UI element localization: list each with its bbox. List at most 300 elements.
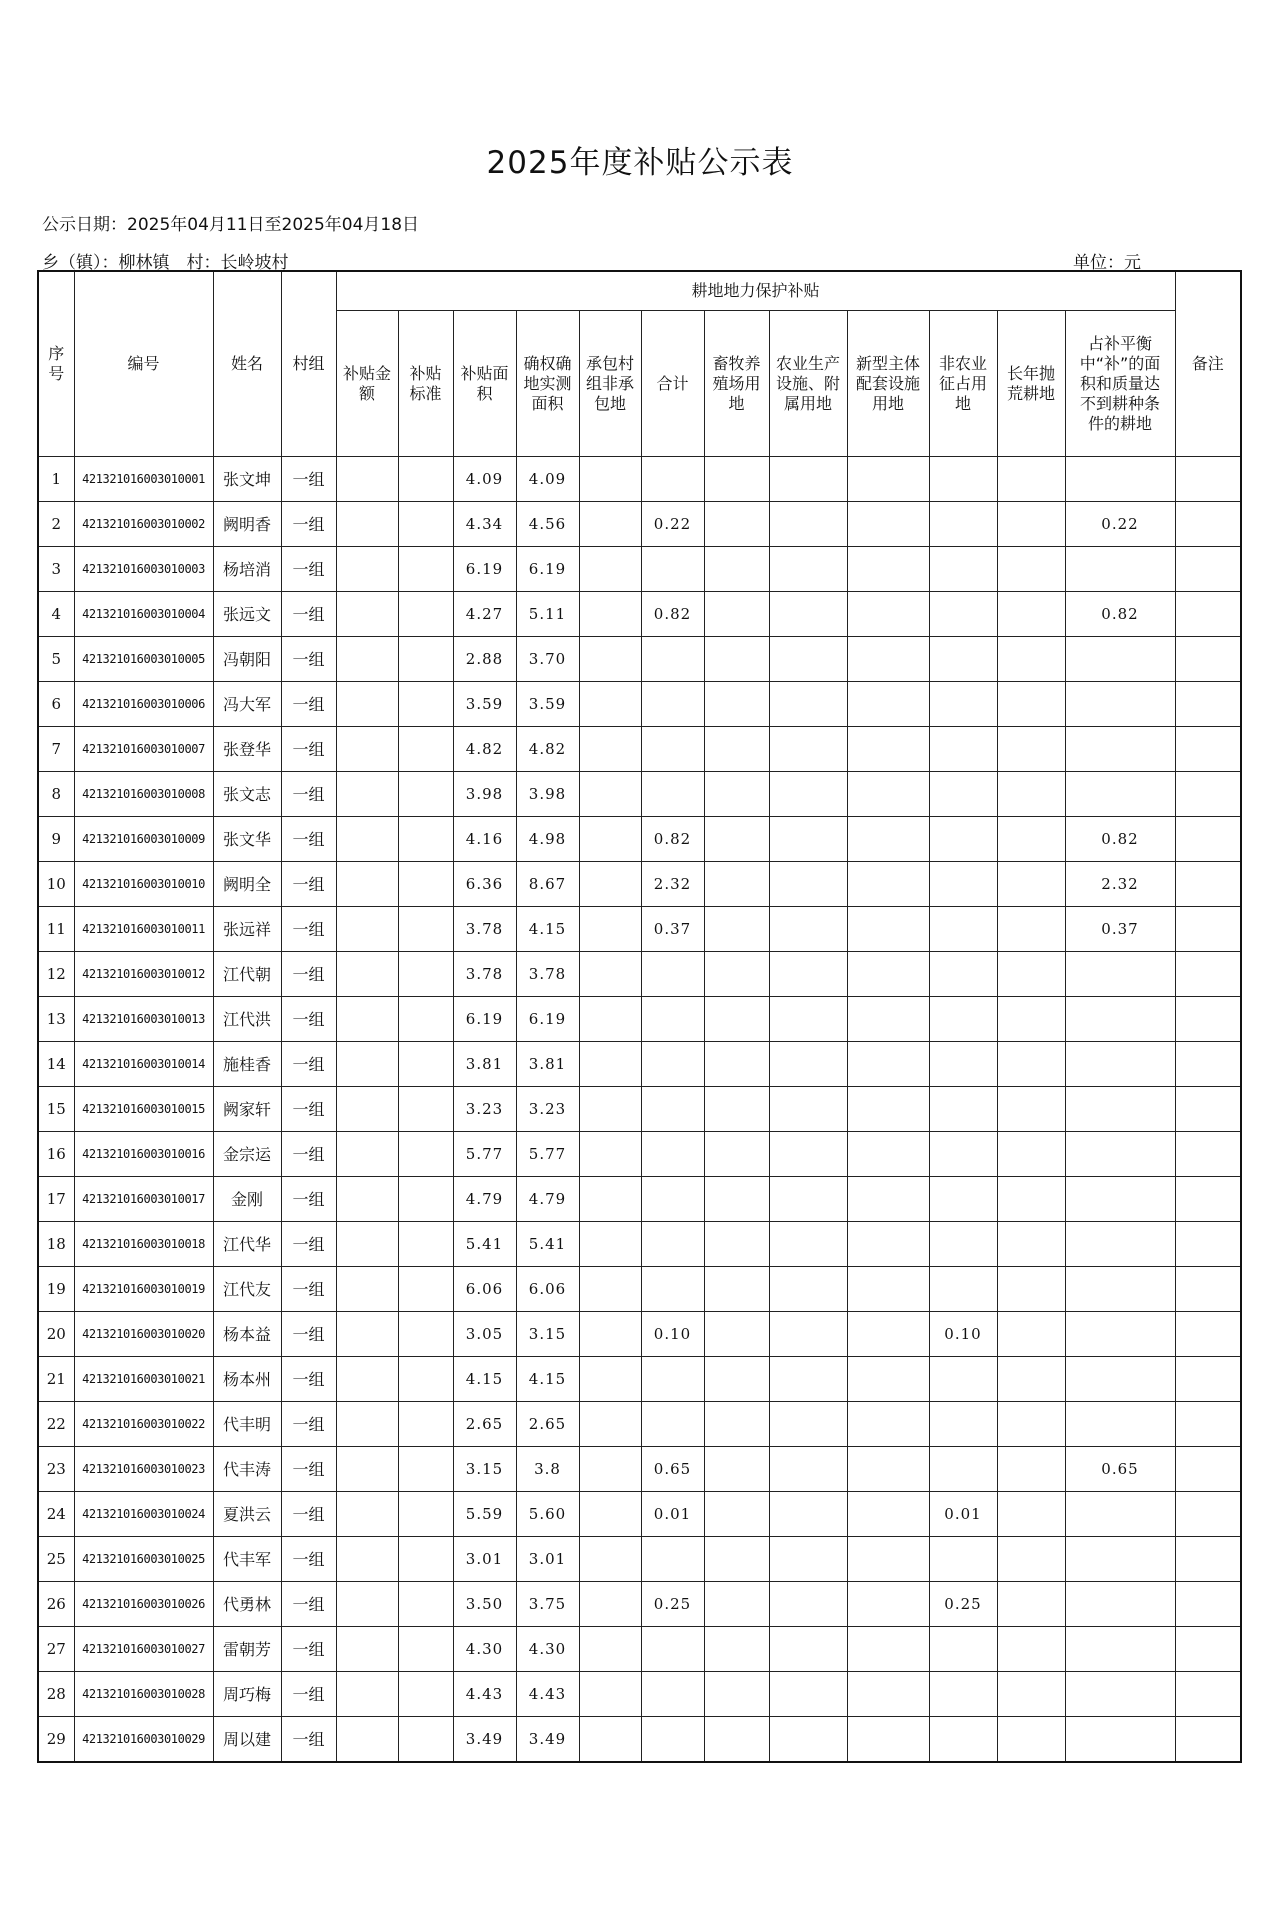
remark-cell	[1175, 817, 1241, 862]
remark-cell	[1175, 1267, 1241, 1312]
amount-cell	[336, 772, 398, 817]
non-contract-cell	[579, 1447, 641, 1492]
non-contract-cell	[579, 592, 641, 637]
code-cell: 421321016003010013	[74, 997, 213, 1042]
seq-cell: 6	[38, 682, 74, 727]
abandoned-cell	[997, 1447, 1065, 1492]
livestock-cell	[704, 907, 769, 952]
non-agri-cell: 0.10	[929, 1312, 997, 1357]
area-cell: 4.27	[453, 592, 516, 637]
seq-cell: 13	[38, 997, 74, 1042]
code-cell: 421321016003010011	[74, 907, 213, 952]
standard-cell	[398, 1717, 453, 1763]
non-contract-cell	[579, 1132, 641, 1177]
non-contract-cell	[579, 1267, 641, 1312]
table-row	[38, 457, 1241, 502]
name-cell: 张登华	[213, 727, 281, 772]
table-row	[38, 1492, 1241, 1537]
name-cell: 江代友	[213, 1267, 281, 1312]
non-contract-cell	[579, 952, 641, 997]
group-cell: 一组	[281, 1672, 336, 1717]
livestock-cell	[704, 997, 769, 1042]
table-row	[38, 1087, 1241, 1132]
seq-cell: 4	[38, 592, 74, 637]
table-row	[38, 1312, 1241, 1357]
unit-label: 单位：元	[1073, 253, 1141, 273]
group-cell: 一组	[281, 907, 336, 952]
non-agri-cell	[929, 1717, 997, 1763]
new-entity-cell	[847, 1627, 929, 1672]
non-contract-cell	[579, 1177, 641, 1222]
area-cell: 4.15	[453, 1357, 516, 1402]
confirmed-area-cell: 4.79	[516, 1177, 579, 1222]
agri-facility-cell	[769, 457, 847, 502]
header-total: 合计	[641, 311, 704, 457]
balance-cell	[1065, 1222, 1175, 1267]
group-cell: 一组	[281, 1402, 336, 1447]
remark-cell	[1175, 1627, 1241, 1672]
group-cell: 一组	[281, 1312, 336, 1357]
non-agri-cell	[929, 1267, 997, 1312]
total-cell	[641, 997, 704, 1042]
seq-cell: 12	[38, 952, 74, 997]
name-cell: 张文志	[213, 772, 281, 817]
total-cell	[641, 1627, 704, 1672]
confirmed-area-cell: 4.30	[516, 1627, 579, 1672]
header-balance: 占补平衡中“补”的面积和质量达不到耕种条件的耕地	[1065, 311, 1175, 457]
remark-cell	[1175, 1402, 1241, 1447]
new-entity-cell	[847, 637, 929, 682]
name-cell: 张文华	[213, 817, 281, 862]
seq-cell: 26	[38, 1582, 74, 1627]
group-cell: 一组	[281, 1492, 336, 1537]
total-cell	[641, 1177, 704, 1222]
code-cell: 421321016003010005	[74, 637, 213, 682]
agri-facility-cell	[769, 1177, 847, 1222]
code-cell: 421321016003010003	[74, 547, 213, 592]
amount-cell	[336, 862, 398, 907]
total-cell	[641, 547, 704, 592]
abandoned-cell	[997, 592, 1065, 637]
new-entity-cell	[847, 1042, 929, 1087]
agri-facility-cell	[769, 1627, 847, 1672]
abandoned-cell	[997, 952, 1065, 997]
standard-cell	[398, 1132, 453, 1177]
amount-cell	[336, 952, 398, 997]
standard-cell	[398, 1177, 453, 1222]
table-row	[38, 1582, 1241, 1627]
new-entity-cell	[847, 1132, 929, 1177]
abandoned-cell	[997, 1177, 1065, 1222]
new-entity-cell	[847, 1357, 929, 1402]
agri-facility-cell	[769, 1222, 847, 1267]
agri-facility-cell	[769, 997, 847, 1042]
livestock-cell	[704, 1672, 769, 1717]
agri-facility-cell	[769, 1357, 847, 1402]
agri-facility-cell	[769, 1087, 847, 1132]
non-contract-cell	[579, 1312, 641, 1357]
code-cell: 421321016003010002	[74, 502, 213, 547]
confirmed-area-cell: 3.98	[516, 772, 579, 817]
new-entity-cell	[847, 1447, 929, 1492]
name-cell: 阙明香	[213, 502, 281, 547]
remark-cell	[1175, 952, 1241, 997]
livestock-cell	[704, 1447, 769, 1492]
balance-cell	[1065, 772, 1175, 817]
table-row	[38, 1402, 1241, 1447]
table-row	[38, 1672, 1241, 1717]
confirmed-area-cell: 3.70	[516, 637, 579, 682]
total-cell	[641, 1402, 704, 1447]
total-cell	[641, 1087, 704, 1132]
table-row	[38, 997, 1241, 1042]
balance-cell	[1065, 1132, 1175, 1177]
non-contract-cell	[579, 772, 641, 817]
new-entity-cell	[847, 547, 929, 592]
agri-facility-cell	[769, 1132, 847, 1177]
non-agri-cell	[929, 1357, 997, 1402]
table-row	[38, 637, 1241, 682]
header-confirmed-area: 确权确地实测面积	[516, 311, 579, 457]
table-row	[38, 682, 1241, 727]
livestock-cell	[704, 1402, 769, 1447]
balance-cell	[1065, 1717, 1175, 1763]
balance-cell: 0.37	[1065, 907, 1175, 952]
standard-cell	[398, 1537, 453, 1582]
amount-cell	[336, 592, 398, 637]
non-contract-cell	[579, 1042, 641, 1087]
table-row	[38, 547, 1241, 592]
code-cell: 421321016003010025	[74, 1537, 213, 1582]
confirmed-area-cell: 5.77	[516, 1132, 579, 1177]
non-contract-cell	[579, 1402, 641, 1447]
area-cell: 6.19	[453, 547, 516, 592]
group-cell: 一组	[281, 1447, 336, 1492]
confirmed-area-cell: 3.78	[516, 952, 579, 997]
group-cell: 一组	[281, 1042, 336, 1087]
area-cell: 3.49	[453, 1717, 516, 1763]
page-title: 2025年度补贴公示表	[486, 145, 794, 181]
name-cell: 江代朝	[213, 952, 281, 997]
table-row	[38, 1447, 1241, 1492]
non-agri-cell: 0.01	[929, 1492, 997, 1537]
standard-cell	[398, 997, 453, 1042]
new-entity-cell	[847, 1402, 929, 1447]
code-cell: 421321016003010027	[74, 1627, 213, 1672]
header-name: 姓名	[213, 271, 281, 457]
amount-cell	[336, 1672, 398, 1717]
total-cell	[641, 772, 704, 817]
header-code: 编号	[74, 271, 213, 457]
abandoned-cell	[997, 1267, 1065, 1312]
balance-cell	[1065, 637, 1175, 682]
agri-facility-cell	[769, 907, 847, 952]
new-entity-cell	[847, 1717, 929, 1763]
abandoned-cell	[997, 1402, 1065, 1447]
area-cell: 6.19	[453, 997, 516, 1042]
name-cell: 代勇林	[213, 1582, 281, 1627]
remark-cell	[1175, 1492, 1241, 1537]
name-cell: 杨本州	[213, 1357, 281, 1402]
seq-cell: 10	[38, 862, 74, 907]
header-abandoned: 长年抛荒耕地	[997, 311, 1065, 457]
code-cell: 421321016003010028	[74, 1672, 213, 1717]
non-contract-cell	[579, 997, 641, 1042]
name-cell: 夏洪云	[213, 1492, 281, 1537]
non-agri-cell	[929, 1447, 997, 1492]
area-cell: 6.06	[453, 1267, 516, 1312]
abandoned-cell	[997, 547, 1065, 592]
code-cell: 421321016003010024	[74, 1492, 213, 1537]
agri-facility-cell	[769, 772, 847, 817]
standard-cell	[398, 1312, 453, 1357]
header-non-agri: 非农业征占用地	[929, 311, 997, 457]
code-cell: 421321016003010020	[74, 1312, 213, 1357]
agri-facility-cell	[769, 547, 847, 592]
balance-cell	[1065, 727, 1175, 772]
balance-cell	[1065, 1672, 1175, 1717]
agri-facility-cell	[769, 1042, 847, 1087]
seq-cell: 28	[38, 1672, 74, 1717]
standard-cell	[398, 1267, 453, 1312]
non-agri-cell	[929, 682, 997, 727]
abandoned-cell	[997, 727, 1065, 772]
balance-cell	[1065, 682, 1175, 727]
area-cell: 3.50	[453, 1582, 516, 1627]
agri-facility-cell	[769, 1672, 847, 1717]
abandoned-cell	[997, 637, 1065, 682]
seq-cell: 23	[38, 1447, 74, 1492]
livestock-cell	[704, 547, 769, 592]
area-cell: 2.65	[453, 1402, 516, 1447]
abandoned-cell	[997, 1222, 1065, 1267]
group-cell: 一组	[281, 592, 336, 637]
code-cell: 421321016003010010	[74, 862, 213, 907]
livestock-cell	[704, 1357, 769, 1402]
standard-cell	[398, 1087, 453, 1132]
confirmed-area-cell: 3.81	[516, 1042, 579, 1087]
remark-cell	[1175, 1042, 1241, 1087]
livestock-cell	[704, 1492, 769, 1537]
name-cell: 周以建	[213, 1717, 281, 1763]
balance-cell	[1065, 997, 1175, 1042]
seq-cell: 24	[38, 1492, 74, 1537]
amount-cell	[336, 1582, 398, 1627]
confirmed-area-cell: 2.65	[516, 1402, 579, 1447]
abandoned-cell	[997, 502, 1065, 547]
total-cell: 2.32	[641, 862, 704, 907]
group-cell: 一组	[281, 457, 336, 502]
header-non-contract: 承包村组非承包地	[579, 311, 641, 457]
amount-cell	[336, 637, 398, 682]
new-entity-cell	[847, 862, 929, 907]
group-cell: 一组	[281, 952, 336, 997]
seq-cell: 8	[38, 772, 74, 817]
non-agri-cell: 0.25	[929, 1582, 997, 1627]
non-contract-cell	[579, 1627, 641, 1672]
seq-cell: 1	[38, 457, 74, 502]
agri-facility-cell	[769, 682, 847, 727]
area-cell: 5.41	[453, 1222, 516, 1267]
area-cell: 4.79	[453, 1177, 516, 1222]
confirmed-area-cell: 3.01	[516, 1537, 579, 1582]
confirmed-area-cell: 6.19	[516, 547, 579, 592]
group-cell: 一组	[281, 547, 336, 592]
area-cell: 3.81	[453, 1042, 516, 1087]
confirmed-area-cell: 8.67	[516, 862, 579, 907]
remark-cell	[1175, 862, 1241, 907]
new-entity-cell	[847, 1492, 929, 1537]
remark-cell	[1175, 1357, 1241, 1402]
agri-facility-cell	[769, 637, 847, 682]
header-livestock: 畜牧养殖场用地	[704, 311, 769, 457]
code-cell: 421321016003010017	[74, 1177, 213, 1222]
balance-cell	[1065, 1402, 1175, 1447]
total-cell	[641, 1222, 704, 1267]
total-cell: 0.10	[641, 1312, 704, 1357]
code-cell: 421321016003010016	[74, 1132, 213, 1177]
group-cell: 一组	[281, 1132, 336, 1177]
area-cell: 2.88	[453, 637, 516, 682]
confirmed-area-cell: 5.41	[516, 1222, 579, 1267]
group-cell: 一组	[281, 727, 336, 772]
location-line: 乡（镇）：柳林镇 村：长岭坡村	[42, 253, 289, 273]
non-contract-cell	[579, 907, 641, 952]
seq-cell: 2	[38, 502, 74, 547]
abandoned-cell	[997, 1717, 1065, 1763]
non-agri-cell	[929, 592, 997, 637]
non-contract-cell	[579, 1222, 641, 1267]
amount-cell	[336, 1402, 398, 1447]
balance-cell	[1065, 1087, 1175, 1132]
name-cell: 代丰明	[213, 1402, 281, 1447]
group-cell: 一组	[281, 682, 336, 727]
agri-facility-cell	[769, 1537, 847, 1582]
non-contract-cell	[579, 682, 641, 727]
standard-cell	[398, 502, 453, 547]
abandoned-cell	[997, 1537, 1065, 1582]
abandoned-cell	[997, 772, 1065, 817]
non-contract-cell	[579, 1492, 641, 1537]
header-group: 村组	[281, 271, 336, 457]
non-agri-cell	[929, 1042, 997, 1087]
name-cell: 代丰涛	[213, 1447, 281, 1492]
total-cell	[641, 682, 704, 727]
non-agri-cell	[929, 862, 997, 907]
seq-cell: 25	[38, 1537, 74, 1582]
balance-cell: 0.22	[1065, 502, 1175, 547]
agri-facility-cell	[769, 727, 847, 772]
livestock-cell	[704, 457, 769, 502]
new-entity-cell	[847, 502, 929, 547]
remark-cell	[1175, 772, 1241, 817]
total-cell: 0.37	[641, 907, 704, 952]
seq-cell: 22	[38, 1402, 74, 1447]
remark-cell	[1175, 1717, 1241, 1763]
new-entity-cell	[847, 817, 929, 862]
confirmed-area-cell: 3.75	[516, 1582, 579, 1627]
amount-cell	[336, 1042, 398, 1087]
amount-cell	[336, 1177, 398, 1222]
total-cell	[641, 1132, 704, 1177]
balance-cell	[1065, 1582, 1175, 1627]
code-cell: 421321016003010023	[74, 1447, 213, 1492]
total-cell	[641, 637, 704, 682]
table-row	[38, 1042, 1241, 1087]
abandoned-cell	[997, 682, 1065, 727]
agri-facility-cell	[769, 1717, 847, 1763]
seq-cell: 20	[38, 1312, 74, 1357]
seq-cell: 27	[38, 1627, 74, 1672]
area-cell: 3.98	[453, 772, 516, 817]
abandoned-cell	[997, 907, 1065, 952]
area-cell: 4.34	[453, 502, 516, 547]
new-entity-cell	[847, 457, 929, 502]
name-cell: 阙家轩	[213, 1087, 281, 1132]
table-row	[38, 592, 1241, 637]
seq-cell: 9	[38, 817, 74, 862]
standard-cell	[398, 1492, 453, 1537]
seq-cell: 19	[38, 1267, 74, 1312]
confirmed-area-cell: 3.23	[516, 1087, 579, 1132]
livestock-cell	[704, 1312, 769, 1357]
name-cell: 金刚	[213, 1177, 281, 1222]
code-cell: 421321016003010001	[74, 457, 213, 502]
agri-facility-cell	[769, 1267, 847, 1312]
area-cell: 3.23	[453, 1087, 516, 1132]
remark-cell	[1175, 502, 1241, 547]
agri-facility-cell	[769, 952, 847, 997]
non-contract-cell	[579, 1717, 641, 1763]
balance-cell: 0.82	[1065, 817, 1175, 862]
standard-cell	[398, 637, 453, 682]
confirmed-area-cell: 5.11	[516, 592, 579, 637]
confirmed-area-cell: 3.59	[516, 682, 579, 727]
standard-cell	[398, 1672, 453, 1717]
confirmed-area-cell: 6.06	[516, 1267, 579, 1312]
livestock-cell	[704, 1267, 769, 1312]
area-cell: 5.59	[453, 1492, 516, 1537]
remark-cell	[1175, 907, 1241, 952]
area-cell: 4.09	[453, 457, 516, 502]
balance-cell	[1065, 457, 1175, 502]
seq-cell: 7	[38, 727, 74, 772]
non-agri-cell	[929, 1537, 997, 1582]
non-contract-cell	[579, 727, 641, 772]
abandoned-cell	[997, 997, 1065, 1042]
agri-facility-cell	[769, 1312, 847, 1357]
non-agri-cell	[929, 817, 997, 862]
non-contract-cell	[579, 862, 641, 907]
amount-cell	[336, 1492, 398, 1537]
code-cell: 421321016003010009	[74, 817, 213, 862]
livestock-cell	[704, 1222, 769, 1267]
agri-facility-cell	[769, 1582, 847, 1627]
remark-cell	[1175, 592, 1241, 637]
total-cell: 0.82	[641, 817, 704, 862]
remark-cell	[1175, 1222, 1241, 1267]
header-agri-facility: 农业生产设施、附属用地	[769, 311, 847, 457]
table-row	[38, 1357, 1241, 1402]
amount-cell	[336, 1222, 398, 1267]
standard-cell	[398, 817, 453, 862]
livestock-cell	[704, 1177, 769, 1222]
total-cell: 0.82	[641, 592, 704, 637]
non-agri-cell	[929, 1402, 997, 1447]
livestock-cell	[704, 592, 769, 637]
area-cell: 3.59	[453, 682, 516, 727]
amount-cell	[336, 1087, 398, 1132]
